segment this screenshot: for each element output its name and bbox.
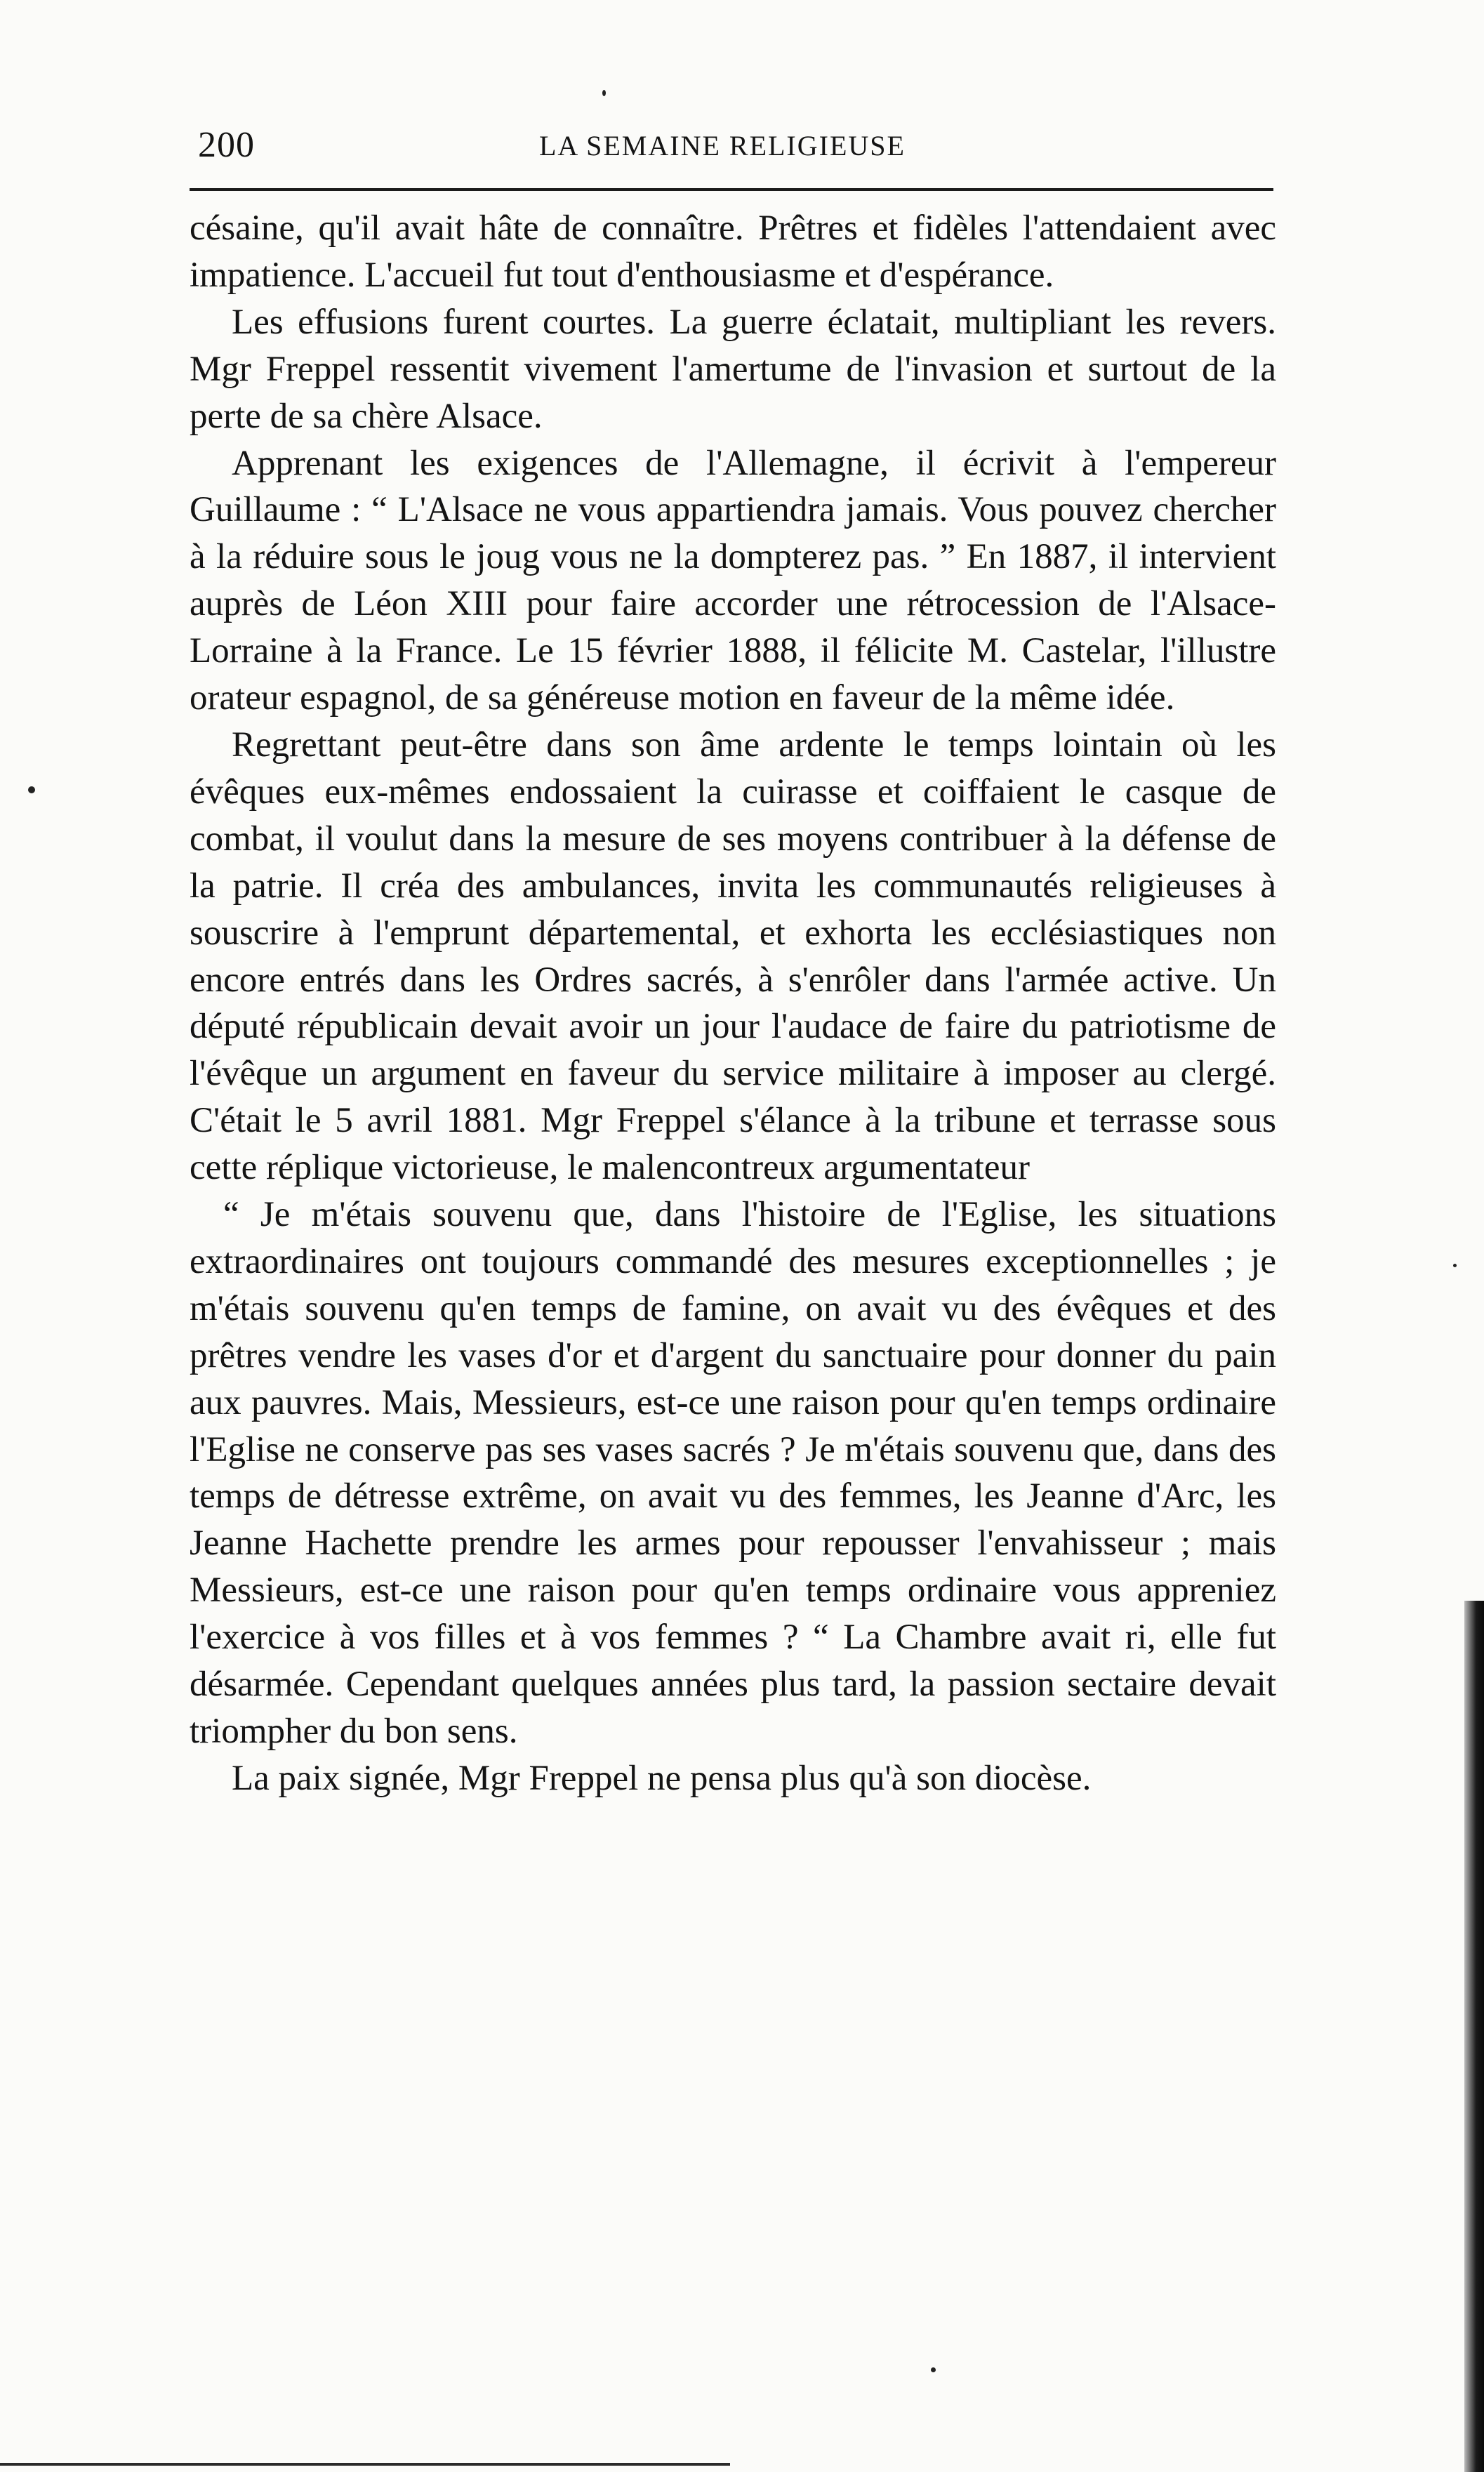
- paragraph: Les effusions furent courtes. La guerre éclatait, multipliant les revers. Mgr Freppel ressentit vivement l'amertume de l'invasion et surtout de la perte de sa chère Alsace.: [190, 302, 1276, 436]
- paragraph: césaine, qu'il avait hâte de connaître. Prêtres et fidèles l'attendaient avec impatience. L'accueil fut tout d'enthousiasme et d'espérance.: [190, 209, 1276, 295]
- paragraph: Apprenant les exigences de l'Allemagne, il écrivit à l'empereur Guillaume : “ L'Alsace ne vous appartiendra jamais. Vous pouvez chercher à la réduire sous le joug vous ne la dompterez pas. ” En 1887, il intervient auprès de Léon XIII pour faire accorder une rétrocession de l'Alsace-Lorraine à la France. Le 15 février 1888, il félicite M. Castelar, l'illustre orateur espagnol, de sa généreuse motion en faveur de la même idée.: [190, 443, 1276, 718]
- running-title: LA SEMAINE RELIGIEUSE: [539, 130, 906, 161]
- paragraph: La paix signée, Mgr Freppel ne pensa plus qu'à son diocèse.: [232, 1758, 1092, 1798]
- page-header: [198, 121, 1271, 170]
- page-number: 200: [198, 125, 255, 165]
- page-body: [190, 205, 1276, 1802]
- scan-speck: [602, 90, 606, 96]
- scan-speck: [28, 786, 35, 793]
- scan-edge-shadow: [1464, 1601, 1484, 2472]
- scan-speck: [931, 2367, 936, 2372]
- paragraph: Regrettant peut-être dans son âme ardente le temps lointain où les évêques eux-mêmes endossaient la cuirasse et coiffaient le casque de combat, il voulut dans la mesure de ses moyens contribuer à la défense de la patrie. Il créa des ambulances, invita les communautés religieuses à souscrire à l'emprunt départemental, et exhorta les ecclésiastiques non encore entrés dans les Ordres sacrés, à s'enrôler dans l'armée active. Un député républicain devait avoir un jour l'audace de faire du patriotisme de l'évêque un argument en faveur du service militaire à imposer au clergé. C'était le 5 avril 1881. Mgr Freppel s'élance à la tribune et terrasse sous cette réplique victorieuse, le malencontreux argumentateur: [190, 725, 1276, 1188]
- header-rule: [190, 188, 1273, 191]
- scan-speck: [1453, 1264, 1457, 1267]
- scan-bottom-rule: [0, 2463, 730, 2466]
- quotation-paragraph: “ Je m'étais souvenu que, dans l'histoire de l'Eglise, les situations extraordinaires ont toujours commandé des mesures exceptionnelles ; je m'étais souvenu qu'en temps de famine, on avait vu des évêques et des prêtres vendre les vases d'or et d'argent du sanctuaire pour donner du pain aux pauvres. Mais, Messieurs, est-ce une raison pour qu'en temps ordinaire l'Eglise ne conserve pas ses vases sacrés ? Je m'étais souvenu que, dans des temps de détresse extrême, on avait vu des femmes, les Jeanne d'Arc, les Jeanne Hachette prendre les armes pour repousser l'envahisseur ; mais Messieurs, est-ce une raison pour qu'en temps ordinaire vous appreniez l'exercice à vos filles et à vos femmes ? “ La Chambre avait ri, elle fut désarmée. Cependant quelques années plus tard, la passion sectaire devait triompher du bon sens.: [190, 1195, 1276, 1751]
